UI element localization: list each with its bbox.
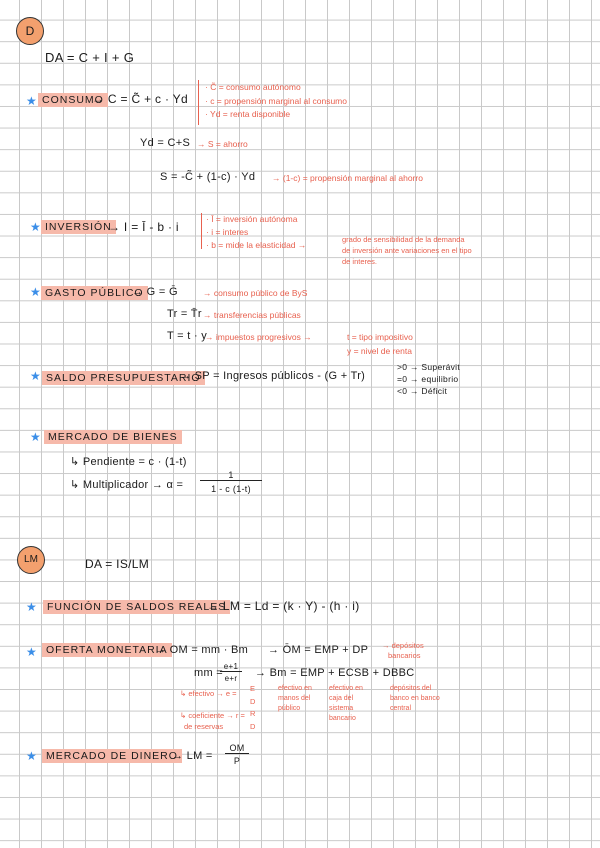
- inversion-formula: → I = Ī - b · i: [108, 220, 179, 234]
- fraction-den: P: [233, 756, 241, 766]
- fraction-num: R: [250, 709, 256, 718]
- note-dbbc: depósitos del banco en banco central: [390, 685, 440, 712]
- saldos-formula: → LM = Ld = (k · Y) - (h · i): [207, 599, 360, 613]
- heading-oferta: OFERTA MONETARIA: [42, 643, 172, 657]
- note: → (1-c) = propensión marginal al ahorro: [272, 173, 423, 183]
- g-formula: → G = Ḡ: [132, 286, 178, 298]
- star-icon: ★: [30, 285, 41, 299]
- note-emp: efectivo en manos del público: [278, 685, 312, 712]
- note: de interes.: [342, 257, 378, 266]
- case: <0 → Déficit: [397, 386, 448, 396]
- fraction-den: D: [250, 722, 256, 731]
- star-icon: ★: [26, 749, 37, 763]
- note: → depósitos: [382, 641, 424, 650]
- note: · b = mide la elasticidad →: [206, 240, 307, 250]
- note: ↳ efectivo → e =: [180, 689, 237, 698]
- star-icon: ★: [30, 220, 41, 234]
- fraction-den: 1 - c (1-t): [211, 484, 251, 494]
- heading-consumo: CONSUMO: [38, 93, 108, 107]
- note: → transferencias públicas: [203, 310, 301, 320]
- note: → impuestos progresivos →: [205, 332, 312, 342]
- note: y = nivel de renta: [347, 346, 412, 356]
- star-icon: ★: [26, 645, 37, 659]
- fraction-num: OM: [225, 743, 249, 754]
- tr-formula: Tr = T̄r: [167, 308, 202, 320]
- fraction-num: E: [250, 684, 256, 693]
- section-badge: D: [16, 17, 44, 45]
- multiplicador: ↳ Multiplicador → α =: [70, 479, 184, 491]
- note-ecsb: efectivo en caja del sistema bancario: [329, 685, 363, 722]
- note: ↳ coeficiente → r =: [180, 711, 245, 720]
- lm-formula: → LM =: [172, 750, 213, 762]
- star-icon: ★: [26, 600, 37, 614]
- heading-saldos-reales: FUNCIÓN DE SALDOS REALES: [43, 600, 230, 614]
- heading-mercado-dinero: MERCADO DE DINERO: [42, 749, 182, 763]
- bm-formula: → Bm = EMP + ECSB + DBBC: [255, 667, 415, 679]
- case: >0 → Superávit: [397, 362, 461, 372]
- s-formula: S = -C̃ + (1-c) · Yd: [160, 171, 256, 183]
- star-icon: ★: [30, 430, 41, 444]
- note: · C̃ = consumo autónomo: [205, 82, 301, 92]
- note: bancarios: [388, 651, 421, 660]
- note: · i = interes: [206, 227, 249, 237]
- star-icon: ★: [30, 369, 41, 383]
- yd-formula: Yd = C+S: [140, 137, 191, 149]
- note: grado de sensibilidad de la demanda: [342, 235, 465, 244]
- note: t = tipo impositivo: [347, 332, 413, 342]
- saldo-formula: → SP = Ingresos públicos - (G + Tr): [180, 370, 366, 382]
- heading-saldo: SALDO PRESUPUESTARIO: [42, 371, 205, 385]
- fraction-num: e+1: [220, 662, 242, 672]
- om-formula: → OM = mm · Bm: [155, 644, 249, 656]
- pendiente: ↳ Pendiente = c · (1-t): [70, 456, 187, 468]
- note: de inversión ante variaciones en el tipo: [342, 246, 472, 255]
- note: · Ī = inversión autónoma: [206, 214, 298, 224]
- star-icon: ★: [26, 94, 37, 108]
- note: · Yd = renta disponible: [205, 109, 291, 119]
- case: =0 → equilibrio: [397, 374, 459, 384]
- note: de reservas: [184, 722, 224, 731]
- section-title: DA = C + I + G: [45, 50, 135, 65]
- section-title: DA = IS/LM: [85, 557, 150, 571]
- note: → S = ahorro: [197, 139, 248, 149]
- note: · c = propensión marginal al consumo: [205, 96, 347, 106]
- heading-inversion: INVERSIÓN: [41, 220, 116, 234]
- fraction-den: D: [250, 697, 256, 706]
- fraction-num: 1: [200, 470, 262, 481]
- om-bar-formula: → ŌM = EMP + DP: [268, 644, 369, 656]
- heading-mercado-bienes: MERCADO DE BIENES: [44, 430, 182, 444]
- consumo-formula: → C = C̃ + c · Yd: [92, 92, 188, 106]
- heading-gasto: GASTO PÚBLICO: [41, 286, 148, 300]
- t-formula: T = t · y: [167, 330, 208, 342]
- fraction-den: e+r: [224, 674, 238, 683]
- note: → consumo público de ByS: [203, 288, 308, 298]
- mm-label: mm =: [194, 667, 224, 679]
- section-badge: LM: [17, 546, 45, 574]
